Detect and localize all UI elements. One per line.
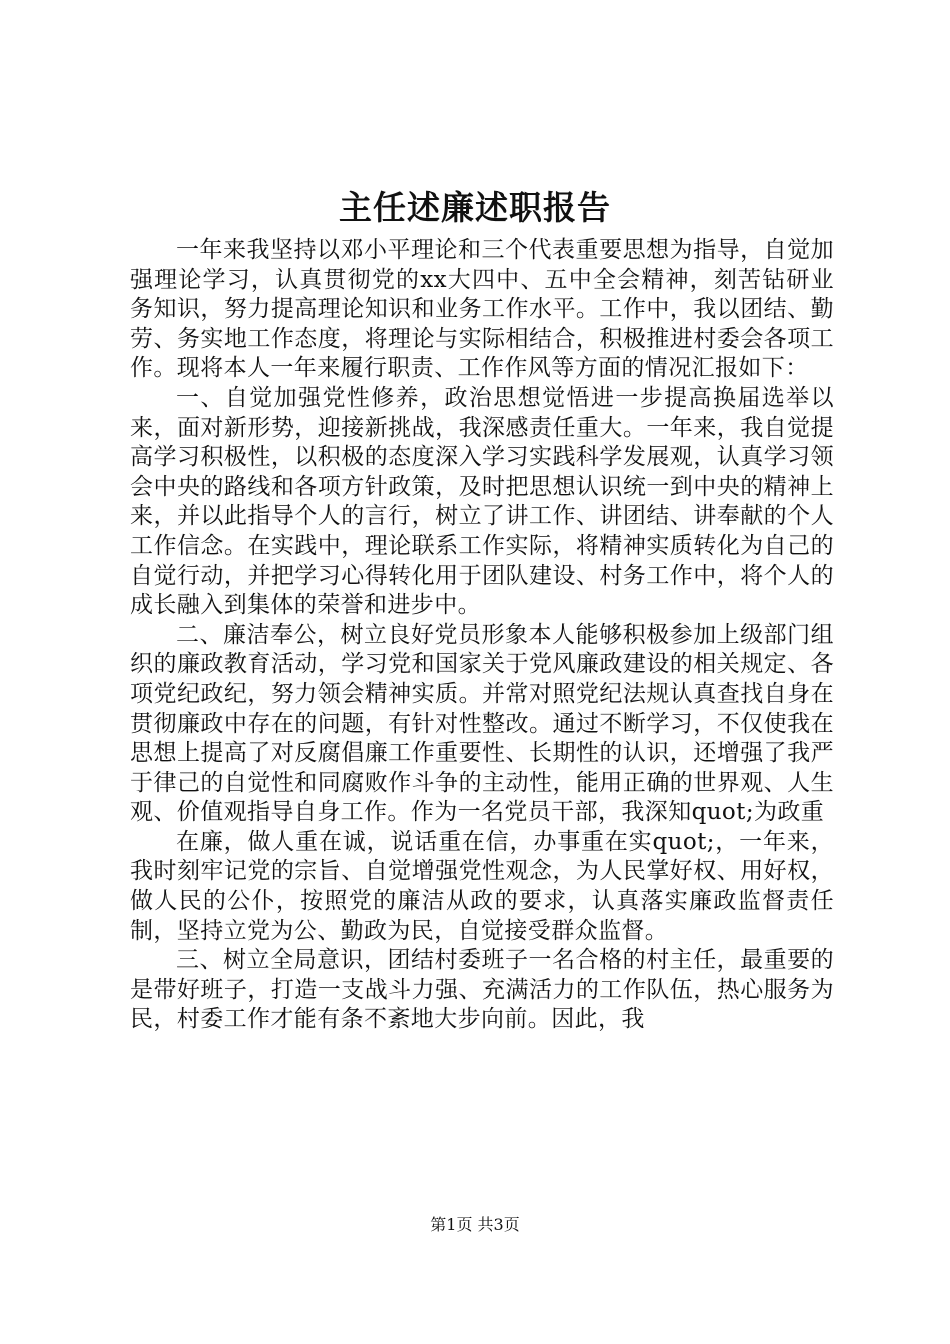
paragraph-section-2: 二、廉洁奉公，树立良好党员形象本人能够积极参加上级部门组织的廉政教育活动，学习党和国家关于党风廉政建设的相关规定、各项党纪政纪，努力领会精神实质。并常对照党纪法规认真查找自身在贯彻廉政中存在的问题，有针对性整改。通过不断学习，不仅使我在思想上提高了对反腐倡廉工作重要性、长期性的认识，还增强了我严于律己的自觉性和同腐败作斗争的主动性，能用正确的世界观、人生观、价值观指导自身工作。作为一名党员干部，我深知quot;为政重 <box>130 621 834 826</box>
paragraph-section-3: 三、树立全局意识，团结村委班子一名合格的村主任，最重要的是带好班子，打造一支战斗力强、充满活力的工作队伍，热心服务为民，村委工作才能有条不紊地大步向前。因此，我 <box>130 947 834 1033</box>
page-footer: 第1页 共3页 <box>430 1215 520 1234</box>
document-title: 主任述廉述职报告 <box>339 188 611 227</box>
document-body <box>130 236 834 1035</box>
paragraph-intro: 一年来我坚持以邓小平理论和三个代表重要思想为指导，自觉加强理论学习，认真贯彻党的xx大四中、五中全会精神，刻苦钻研业务知识，努力提高理论知识和业务工作水平。工作中，我以团结、勤劳、务实地工作态度，将理论与实际相结合，积极推进村委会各项工作。现将本人一年来履行职责、工作作风等方面的情况汇报如下： <box>130 237 834 382</box>
paragraph-section-1: 一、自觉加强党性修养，政治思想觉悟进一步提高换届选举以来，面对新形势，迎接新挑战，我深感责任重大。一年来，我自觉提高学习积极性，以积极的态度深入学习实践科学发展观，认真学习领会中央的路线和各项方针政策，及时把思想认识统一到中央的精神上来，并以此指导个人的言行，树立了讲工作、讲团结、讲奉献的个人工作信念。在实践中，理论联系工作实际，将精神实质转化为自己的自觉行动，并把学习心得转化用于团队建设、村务工作中，将个人的成长融入到集体的荣誉和进步中。 <box>130 384 834 619</box>
paragraph-section-2-continued: 在廉，做人重在诚，说话重在信，办事重在实quot;，一年来，我时刻牢记党的宗旨、自觉增强党性观念，为人民掌好权、用好权，做人民的公仆，按照党的廉洁从政的要求，认真落实廉政监督责任制，坚持立党为公、勤政为民，自觉接受群众监督。 <box>130 828 834 944</box>
